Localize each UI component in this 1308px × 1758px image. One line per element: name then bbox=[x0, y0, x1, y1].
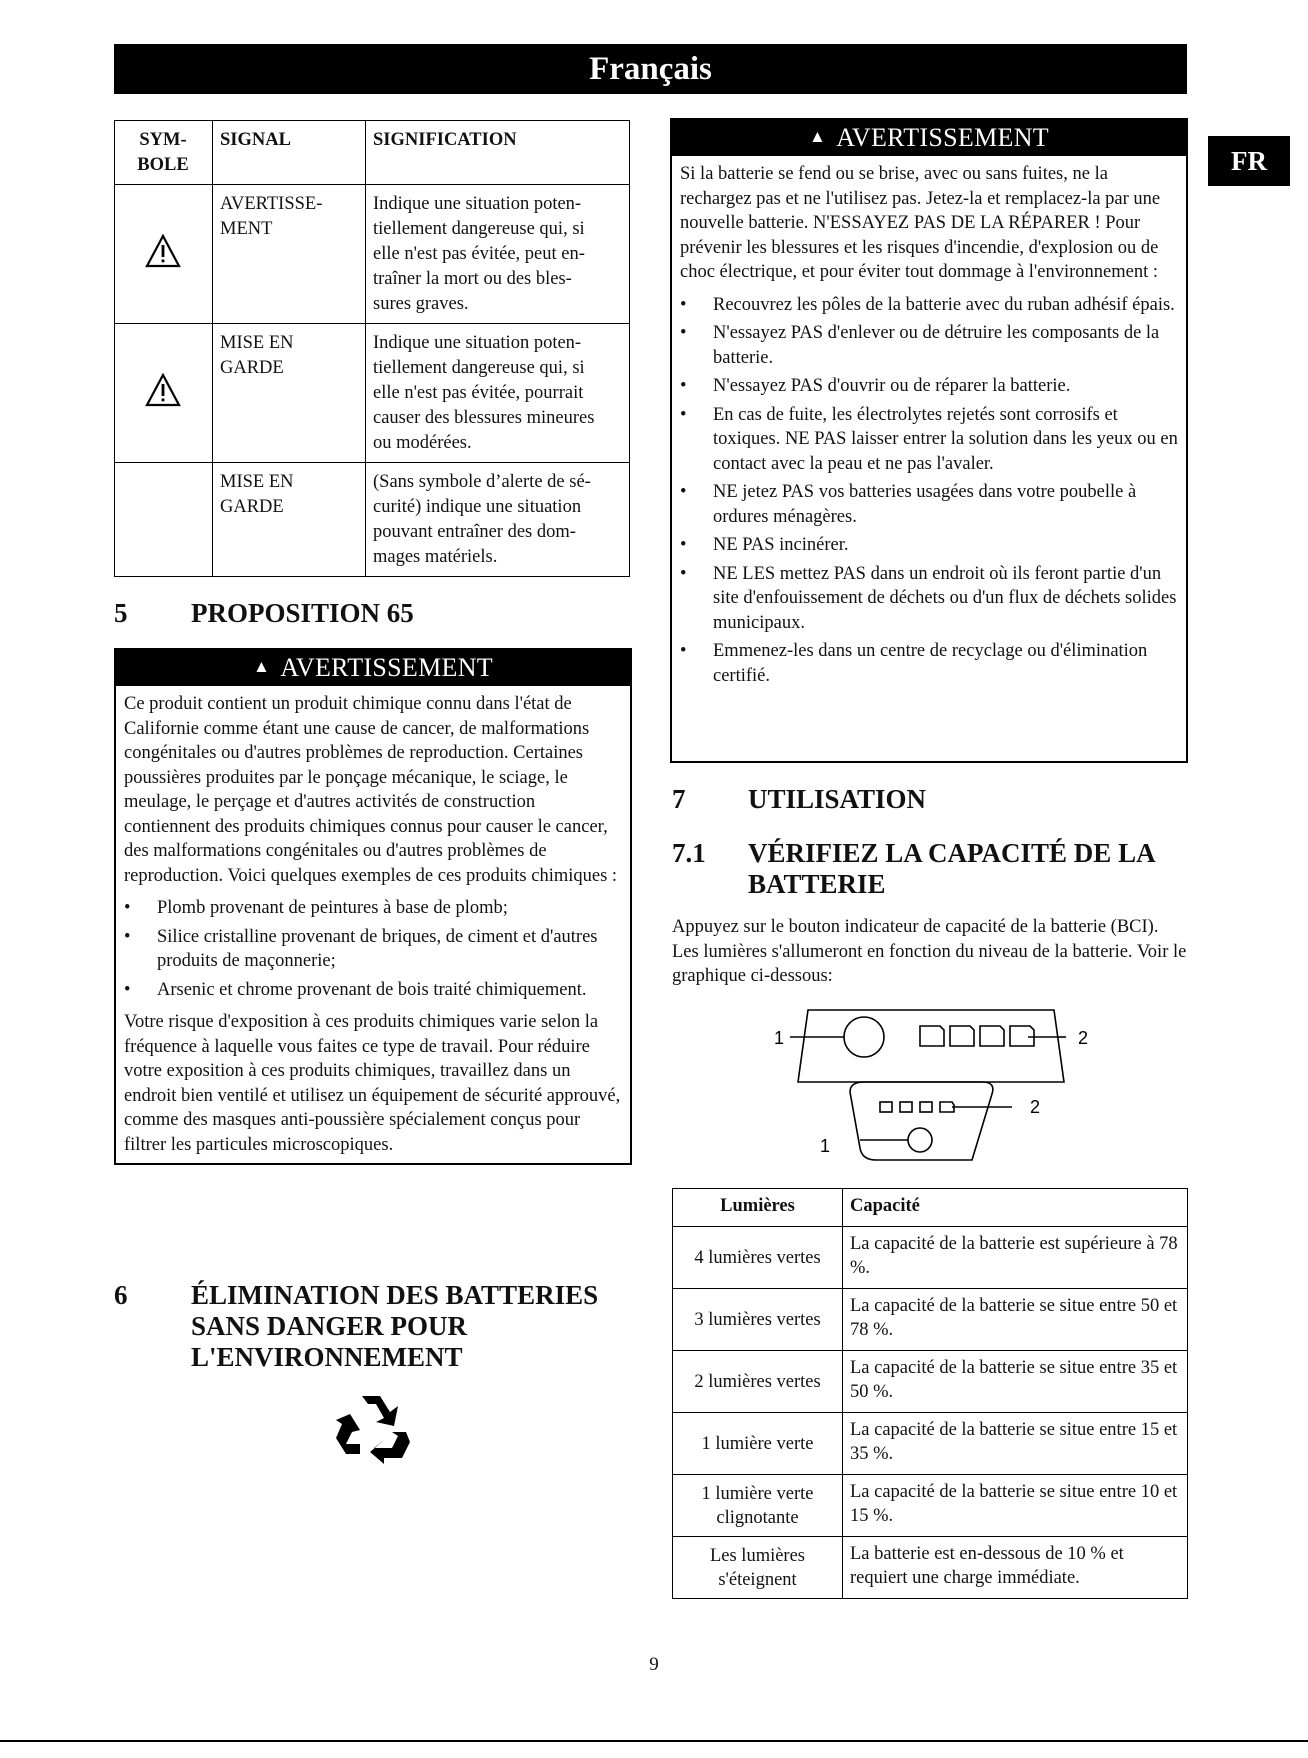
meaning-cell: (Sans symbole d’alerte de sé- curité) indique une situation pouvant entraîner des dom- mages matériels. bbox=[366, 463, 630, 577]
footer-divider bbox=[0, 1740, 1308, 1742]
section-title: PROPOSITION 65 bbox=[191, 598, 414, 628]
bullet-list bbox=[124, 896, 622, 1002]
capacity-cell: La capacité de la batterie se situe entre 15 et 35 %. bbox=[843, 1413, 1188, 1475]
section-title: UTILISATION bbox=[748, 784, 927, 814]
capacity-cell: La capacité de la batterie se situe entre 10 et 15 %. bbox=[843, 1475, 1188, 1537]
list-item: • Arsenic et chrome provenant de bois traité chimiquement. bbox=[124, 978, 622, 1003]
symbol-cell bbox=[115, 324, 213, 463]
list-item: • Emmenez-les dans un centre de recyclage ou d'élimination certifié. bbox=[680, 639, 1178, 688]
section-number: 6 bbox=[114, 1280, 128, 1310]
table-row bbox=[673, 1537, 1188, 1599]
section-number: 7 bbox=[672, 784, 686, 814]
warning-intro: Si la batterie se fend ou se brise, avec ou sans fuites, ne la rechargez pas et ne l'utilisez pas. Jetez-la et remplacez-la par une nouvelle batterie. N'ESSAYEZ PAS DE LA RÉPARER ! Pour prévenir les blessures et les risques d'incendie, d'explosion ou de choc électrique, et pour éviter tout dommage à l'environnement : bbox=[680, 164, 1161, 282]
capacity-instructions: Appuyez sur le bouton indicateur de capacité de la batterie (BCI). Les lumières s'allumeront en fonction du niveau de la batterie. Voir le graphique ci-dessous: bbox=[672, 917, 1187, 986]
recycle-icon bbox=[334, 1392, 412, 1464]
table-row bbox=[673, 1413, 1188, 1475]
warning-outro: Votre risque d'exposition à ces produits chimiques varie selon la fréquence à laquelle vous faites ce type de travail. Pour réduire votre exposition à ces produits chimiques, travaillez dans un endroit bien ventilé et utilisez un équipement de sécurité approuvé, comme des masques anti-poussière spécialement conçus pour filtrer les particules microscopiques. bbox=[124, 1012, 621, 1155]
lights-cell: 2 lumières vertes bbox=[673, 1351, 843, 1413]
list-item: • NE LES mettez PAS dans un endroit où ils feront partie d'un site d'enfouissement de déchets ou d'un flux de déchets solides municipaux. bbox=[680, 562, 1178, 636]
warning-box-disposal bbox=[670, 118, 1188, 763]
column-header-signal: SIGNAL bbox=[213, 121, 366, 185]
signal-table bbox=[114, 120, 630, 577]
subsection-title: VÉRIFIEZ LA CAPACITÉ DE LA BATTERIE bbox=[748, 838, 1155, 899]
subsection-number: 7.1 bbox=[672, 838, 706, 868]
capacity-cell: La batterie est en-dessous de 10 % et requiert une charge immédiate. bbox=[843, 1537, 1188, 1599]
signal-cell: MISE EN GARDE bbox=[213, 463, 366, 577]
page-number: 9 bbox=[649, 1654, 659, 1675]
meaning-cell: Indique une situation poten- tiellement dangereuse qui, si elle n'est pas évitée, pourrait causer des blessures mineures ou modérées. bbox=[366, 324, 630, 463]
diagram-label-button: 1 bbox=[820, 1136, 831, 1156]
battery-indicator-diagram bbox=[760, 1002, 1100, 1172]
capacity-table bbox=[672, 1188, 1188, 1599]
warning-header bbox=[672, 120, 1186, 156]
warning-box-proposition-65 bbox=[114, 648, 632, 1165]
list-item: • NE PAS incinérer. bbox=[680, 533, 1178, 558]
warning-triangle-icon bbox=[145, 234, 181, 268]
list-item: • En cas de fuite, les électrolytes rejetés sont corrosifs et toxiques. NE PAS laisser entrer la solution dans les yeux ou en contact avec la peau et ne pas l'avaler. bbox=[680, 403, 1178, 477]
lights-cell: 4 lumières vertes bbox=[673, 1227, 843, 1289]
list-item: • Silice cristalline provenant de briques, de ciment et d'autres produits de maçonnerie; bbox=[124, 925, 622, 974]
diagram-label-button: 1 bbox=[774, 1028, 785, 1048]
symbol-cell bbox=[115, 463, 213, 577]
symbol-cell bbox=[115, 185, 213, 324]
signal-cell: AVERTISSE- MENT bbox=[213, 185, 366, 324]
column-header-lights: Lumières bbox=[673, 1189, 843, 1227]
diagram-label-lights: 2 bbox=[1030, 1097, 1041, 1117]
table-row bbox=[115, 463, 630, 577]
table-row bbox=[115, 324, 630, 463]
list-item: • NE jetez PAS vos batteries usagées dans votre poubelle à ordures ménagères. bbox=[680, 480, 1178, 529]
capacity-button-icon bbox=[908, 1128, 932, 1152]
lights-cell: 1 lumière verte clignotante bbox=[673, 1475, 843, 1537]
table-row bbox=[115, 185, 630, 324]
bullet-list bbox=[680, 293, 1178, 689]
language-tab: FR bbox=[1208, 136, 1290, 186]
table-row bbox=[673, 1289, 1188, 1351]
list-item: • Recouvrez les pôles de la batterie avec du ruban adhésif épais. bbox=[680, 293, 1178, 318]
capacity-button-icon bbox=[844, 1017, 884, 1057]
section-title: ÉLIMINATION DES BATTERIES SANS DANGER POUR L'ENVIRONNEMENT bbox=[191, 1280, 599, 1372]
warning-header bbox=[116, 650, 630, 686]
capacity-cell: La capacité de la batterie est supérieure à 78 %. bbox=[843, 1227, 1188, 1289]
warning-triangle-icon bbox=[145, 373, 181, 407]
language-header: Français bbox=[114, 44, 1187, 94]
warning-intro: Ce produit contient un produit chimique connu dans l'état de Californie comme étant une cause de cancer, de malformations congénitales ou d'autres problèmes de reproduction. Certaines poussières produites par le ponçage mécanique, le sciage, le meulage, le perçage et d'autres activités de construction contiennent des produits chimiques connus pour causer le cancer, des malformations congénitales ou d'autres problèmes de reproduction. Voici quelques exemples de ces produits chimiques : bbox=[124, 694, 618, 886]
warning-triangle-icon: ▲ bbox=[809, 127, 827, 146]
capacity-cell: La capacité de la batterie se situe entre 50 et 78 %. bbox=[843, 1289, 1188, 1351]
signal-cell: MISE EN GARDE bbox=[213, 324, 366, 463]
column-header-capacity: Capacité bbox=[843, 1189, 1188, 1227]
list-item: • Plomb provenant de peintures à base de plomb; bbox=[124, 896, 622, 921]
warning-title: AVERTISSEMENT bbox=[280, 653, 493, 682]
table-row bbox=[673, 1475, 1188, 1537]
column-header-meaning: SIGNIFICATION bbox=[366, 121, 630, 185]
table-row bbox=[673, 1351, 1188, 1413]
warning-title: AVERTISSEMENT bbox=[836, 123, 1049, 152]
section-number: 5 bbox=[114, 598, 128, 628]
column-header-symbol: SYM- BOLE bbox=[115, 121, 213, 185]
meaning-cell: Indique une situation poten- tiellement dangereuse qui, si elle n'est pas évitée, peut en- traîner la mort ou des bles- sures graves. bbox=[366, 185, 630, 324]
lights-cell: Les lumières s'éteignent bbox=[673, 1537, 843, 1599]
lights-cell: 1 lumière verte bbox=[673, 1413, 843, 1475]
list-item: • N'essayez PAS d'ouvrir ou de réparer la batterie. bbox=[680, 374, 1178, 399]
lights-cell: 3 lumières vertes bbox=[673, 1289, 843, 1351]
table-row bbox=[673, 1227, 1188, 1289]
warning-triangle-icon: ▲ bbox=[253, 657, 271, 676]
diagram-label-lights: 2 bbox=[1078, 1028, 1089, 1048]
capacity-cell: La capacité de la batterie se situe entre 35 et 50 %. bbox=[843, 1351, 1188, 1413]
list-item: • N'essayez PAS d'enlever ou de détruire les composants de la batterie. bbox=[680, 321, 1178, 370]
